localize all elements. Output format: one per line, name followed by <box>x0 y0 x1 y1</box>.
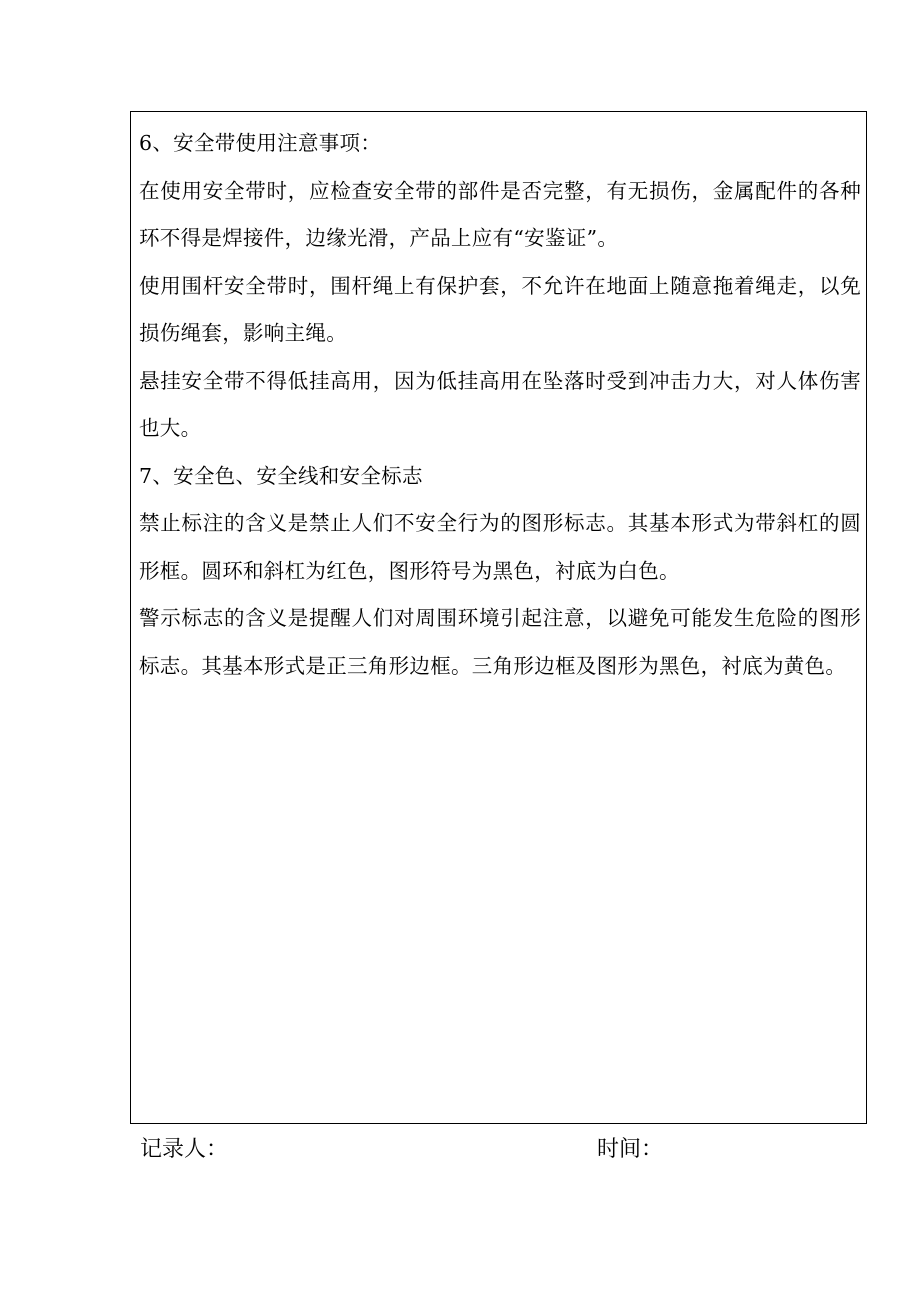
section-heading-safety-belt: 6、安全带使用注意事项： <box>139 131 382 155</box>
paragraph-prohibition-sign: 禁止标注的含义是禁止人们不安全行为的图形标志。其基本形式为带斜杠的圆形框。圆环和斜杠为红色，图形符号为黑色，衬底为白色。 <box>139 511 861 583</box>
content-box <box>130 111 867 1124</box>
paragraph-belt-inspection: 在使用安全带时，应检查安全带的部件是否完整，有无损伤，金属配件的各种环不得是焊接件，边缘光滑，产品上应有“安鉴证”。 <box>139 178 861 250</box>
time-label: 时间： <box>597 1137 664 1162</box>
document-body <box>139 120 861 690</box>
paragraph-pole-belt: 使用围杆安全带时，围杆绳上有保护套，不允许在地面上随意拖着绳走，以免损伤绳套，影响主绳。 <box>139 273 861 345</box>
recorder-label: 记录人： <box>140 1137 229 1162</box>
section-heading-safety-signs: 7、安全色、安全线和安全标志 <box>139 463 423 488</box>
paragraph-warning-sign: 警示标志的含义是提醒人们对周围环境引起注意，以避免可能发生危险的图形标志。其基本形式是正三角形边框。三角形边框及图形为黑色，衬底为黄色。 <box>139 606 861 678</box>
paragraph-hanging-belt: 悬挂安全带不得低挂高用，因为低挂高用在坠落时受到冲击力大，对人体伤害也大。 <box>139 368 861 440</box>
